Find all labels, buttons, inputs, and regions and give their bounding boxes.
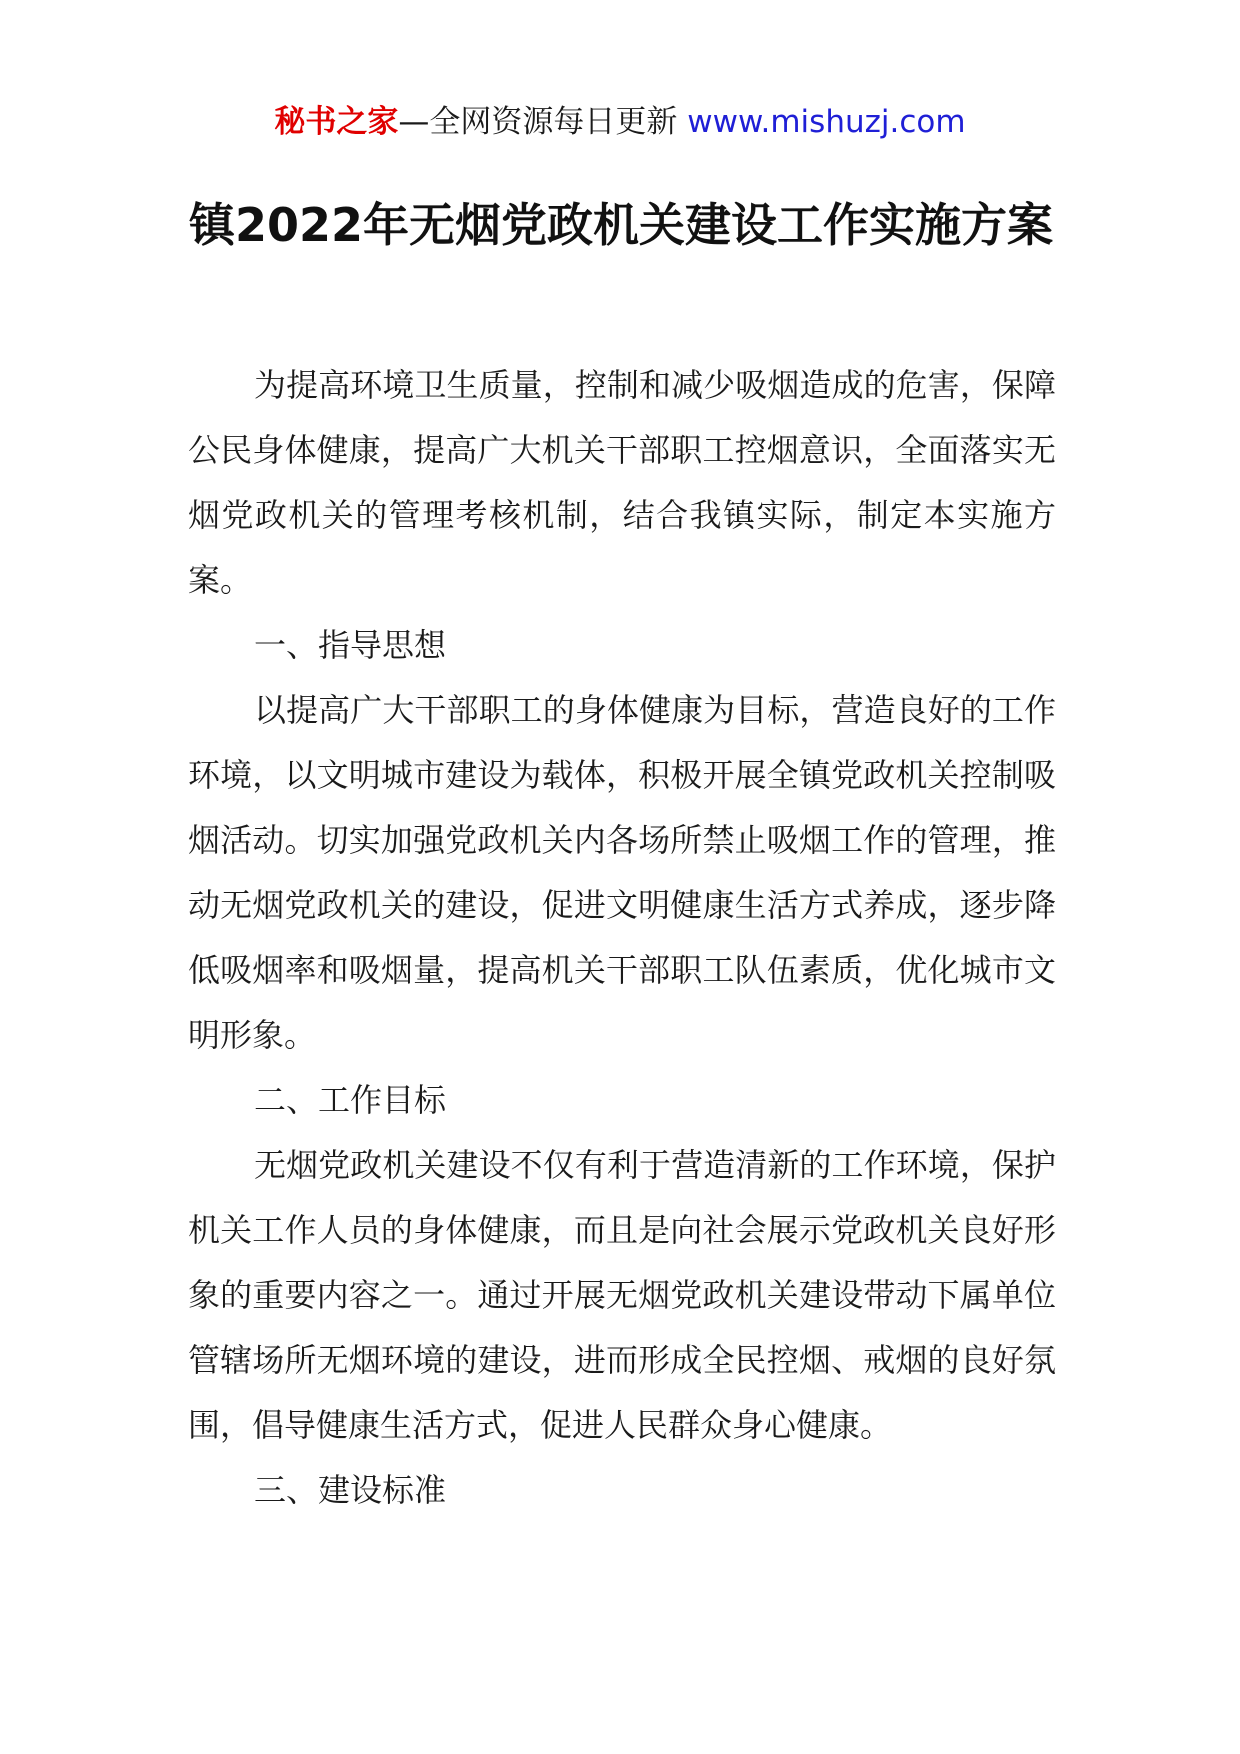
site-url-link[interactable]: www.mishuzj.com <box>687 104 966 140</box>
guiding-ideology-paragraph: 以提高广大干部职工的身体健康为目标，营造良好的工作环境，以文明城市建设为载体，积极开展全镇党政机关控制吸烟活动。切实加强党政机关内各场所禁止吸烟工作的管理，推动无烟党政机关的建设，促进文明健康生活方式养成，逐步降低吸烟率和吸烟量，提高机关干部职工队伍素质，优化城市文明形象。 <box>188 691 1056 1054</box>
header-slogan: —全网资源每日更新 <box>398 104 678 140</box>
brand-name: 秘书之家 <box>274 104 399 140</box>
work-goals-paragraph: 无烟党政机关建设不仅有利于营造清新的工作环境，保护机关工作人员的身体健康，而且是向社会展示党政机关良好形象的重要内容之一。通过开展无烟党政机关建设带动下属单位管辖场所无烟环境的建设，进而形成全民控烟、戒烟的良好氛围，倡导健康生活方式，促进人民群众身心健康。 <box>188 1146 1056 1444</box>
document-title: 镇2022年无烟党政机关建设工作实施方案 <box>188 198 1054 252</box>
section-heading-guiding-ideology: 一、指导思想 <box>254 626 447 664</box>
section-heading-work-goals: 二、工作目标 <box>254 1081 447 1119</box>
intro-paragraph: 为提高环境卫生质量，控制和减少吸烟造成的危害，保障公民身体健康，提高广大机关干部职工控烟意识，全面落实无烟党政机关的管理考核机制，结合我镇实际，制定本实施方案。 <box>188 366 1056 599</box>
section-heading-construction-standards: 三、建设标准 <box>254 1471 447 1509</box>
document-body <box>188 353 1056 1523</box>
site-header <box>0 102 1240 142</box>
